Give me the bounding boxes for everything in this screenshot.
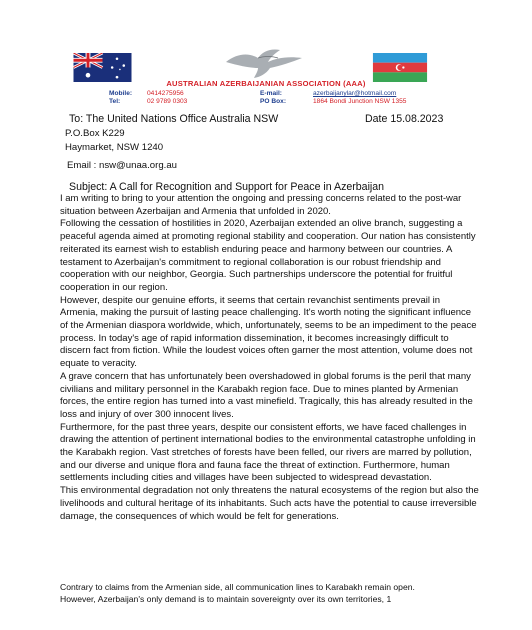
email-label: E-mail: bbox=[260, 90, 282, 97]
letter-footer-text bbox=[60, 581, 490, 605]
body-paragraph: This environmental degradation not only threatens the natural ecosystems of the region but also the livelihoods and cultural heritage of its inhabitants. Such acts have the potential to cause irreversible damage, the consequences of which would be felt for generations. bbox=[60, 485, 479, 522]
recipient-address-line-2: Haymarket, NSW 1240 bbox=[65, 142, 164, 153]
letter-body bbox=[60, 193, 480, 523]
email-link[interactable]: azerbaijanylar@hotmail.com bbox=[313, 90, 397, 97]
body-paragraph: A grave concern that has unfortunately been overshadowed in global forums is the peril that many civilians and military personnel in the Karabakh region face. Due to mines planted by Armenian forces, the entire region has turned into a vast minefield. Tragically, this has already resulted in the loss and injury of over 300 innocent lives. bbox=[60, 370, 473, 420]
body-paragraph: However, despite our genuine efforts, it seems that certain revanchist sentiments prevail in Armenia, making the pursuit of lasting peace challenging. It's worth noting the significant influence of the Armenian diaspora worldwide, which, unfortunately, seems to be an impediment to the peace process. In today's age of rapid information dissemination, it becomes increasingly difficult to discern fact from fiction. While the loudest voices often garner the most attention, volume does not equate to veracity. bbox=[60, 294, 477, 370]
body-paragraph: I am writing to bring to your attention the ongoing and pressing concerns related to the post-war situation between Azerbaijan and Armenia that unfolded in 2020. bbox=[60, 193, 462, 217]
body-paragraph: Following the cessation of hostilities in 2020, Azerbaijan extended an olive branch, suggesting a peaceful agenda aimed at promoting regional stability and cooperation. Our nation has consistently reiterated its earnest wish to establish enduring peace and harmony between our countries. A testament to Azerbaijan's commitment to regional collaboration is our robust friendship and cooperation with our neighbor, Georgia. Such partnerships underscore the potential for fruitful cooperation in our region. bbox=[60, 218, 476, 293]
pobox-label: PO Box: bbox=[260, 98, 287, 105]
tel-value: 02 9789 0303 bbox=[147, 98, 188, 105]
recipient-email: Email : nsw@unaa.org.au bbox=[67, 160, 177, 171]
mobile-label: Mobile: bbox=[109, 90, 133, 97]
letter-date: Date 15.08.2023 bbox=[365, 113, 444, 125]
organization-name: AUSTRALIAN AZERBAIJANIAN ASSOCIATION (AAA) bbox=[166, 79, 366, 88]
tel-label: Tel: bbox=[109, 98, 121, 105]
pobox-value: 1864 Bondi Junction NSW 1355 bbox=[313, 98, 407, 105]
footer-line: Contrary to claims from the Armenian side, all communication lines to Karabakh remain open. bbox=[60, 582, 415, 592]
recipient-line: To: The United Nations Office Australia NSW bbox=[69, 113, 279, 125]
body-paragraph: Furthermore, for the past three years, despite our consistent efforts, we have faced challenges in drawing the attention of pertinent international bodies to the environmental catastrophe unfolding in the Karabakh region. Vast stretches of forests have been felled, our rivers are marred by pollution, and our diverse and unique flora and fauna face the threat of extinction. Furthermore, human settlements including cities and villages have been subjected to widespread devastation. bbox=[60, 421, 476, 484]
australian-flag-icon bbox=[73, 53, 132, 82]
letter-subject: Subject: A Call for Recognition and Support for Peace in Azerbaijan bbox=[69, 181, 385, 193]
recipient-address-line-1: P.O.Box K229 bbox=[65, 128, 125, 139]
azerbaijan-flag-icon bbox=[372, 53, 428, 82]
footer-line: However, Azerbaijan's only demand is to maintain sovereignty over its own territories, 1 bbox=[60, 594, 392, 605]
mobile-value: 0414275956 bbox=[147, 90, 184, 97]
association-logo-icon bbox=[222, 44, 308, 80]
